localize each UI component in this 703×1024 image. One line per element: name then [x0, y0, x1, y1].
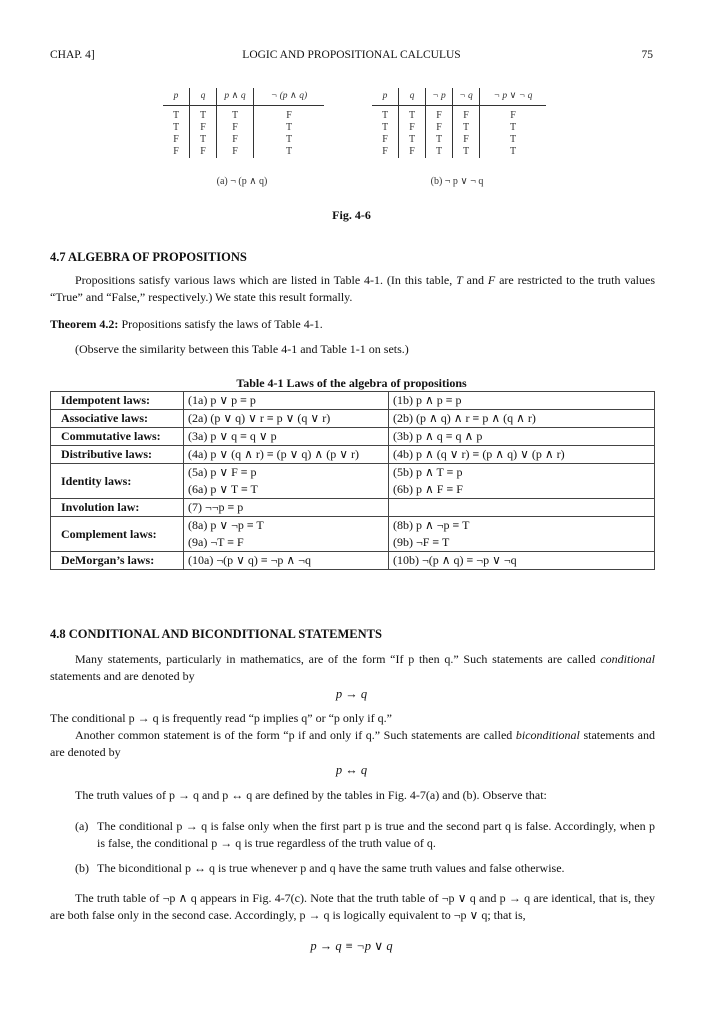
cell: T: [190, 106, 217, 123]
cell: T: [426, 146, 453, 158]
law-cell: (3a) p ∨ q ≡ q ∨ p: [184, 428, 389, 446]
cell: T: [190, 134, 217, 146]
law-cell: (1b) p ∧ p ≡ p: [389, 392, 655, 410]
formula-conditional: p → q: [335, 687, 368, 701]
law-label: Associative laws:: [51, 410, 184, 428]
cell: F: [190, 146, 217, 158]
col-header: q: [190, 88, 217, 106]
law-cell: (6a) p ∨ T ≡ T: [184, 481, 389, 499]
cell: F: [426, 106, 453, 123]
law-cell: (3b) p ∧ q ≡ q ∧ p: [389, 428, 655, 446]
cell: F: [453, 134, 480, 146]
cell: T: [399, 106, 426, 123]
col-header: ¬ p: [426, 88, 453, 106]
law-cell: (2b) (p ∧ q) ∧ r ≡ p ∧ (q ∧ r): [389, 410, 655, 428]
law-cell: (10b) ¬(p ∧ q) ≡ ¬p ∨ ¬q: [389, 552, 655, 570]
cell: F: [453, 106, 480, 123]
law-cell: (1a) p ∨ p ≡ p: [184, 392, 389, 410]
law-label: DeMorgan’s laws:: [51, 552, 184, 570]
law-cell: (7) ¬¬p ≡ p: [184, 499, 389, 517]
cell: F: [286, 110, 292, 121]
cell: F: [217, 146, 254, 158]
law-cell: (9a) ¬T ≡ F: [184, 534, 389, 552]
cell: T: [509, 134, 517, 145]
cell: T: [509, 146, 517, 157]
theorem-label: Theorem 4.2:: [50, 317, 119, 331]
formula-biconditional: p ↔ q: [335, 763, 368, 777]
observe-note: (Observe the similarity between this Table 4-1 and Table 1-1 on sets.): [75, 342, 409, 356]
section-4-8-title: 4.8 CONDITIONAL AND BICONDITIONAL STATEMENTS: [50, 627, 382, 641]
item-a-label: (a): [75, 819, 89, 833]
item-a-text: The conditional p → q is false only when the first part p is true and the second part q is false. Accordingly, when p is false, the conditional p → q is true regardless of the truth value of q.: [97, 819, 655, 850]
emphasis: conditional: [600, 652, 655, 666]
cell: T: [285, 122, 293, 133]
section-4-8-paragraph-4: The truth values of p → q and p ↔ q are defined by the tables in Fig. 4-7(a) and (b). Observe that:: [75, 788, 547, 802]
cell: F: [372, 134, 399, 146]
theorem-text: Propositions satisfy the laws of Table 4-1.: [118, 317, 323, 331]
law-cell: (8b) p ∧ ¬p ≡ T: [389, 517, 655, 535]
cell: T: [509, 122, 517, 133]
law-label: Complement laws:: [51, 517, 184, 552]
item-b-text: The biconditional p ↔ q is true whenever p and q have the same truth values and false otherwise.: [97, 861, 565, 875]
emphasis: biconditional: [515, 728, 580, 742]
laws-table-caption: Table 4-1 Laws of the algebra of propositions: [236, 376, 467, 390]
col-header: ¬ (p ∧ q): [254, 88, 325, 106]
cell: T: [285, 134, 293, 145]
cell: T: [163, 122, 190, 134]
running-header-title: LOGIC AND PROPOSITIONAL CALCULUS: [242, 49, 461, 61]
law-cell: (5b) p ∧ T ≡ p: [389, 464, 655, 482]
cell: T: [285, 146, 293, 157]
law-label: Distributive laws:: [51, 446, 184, 464]
cell: F: [217, 122, 254, 134]
col-header: p: [372, 88, 399, 106]
cell: T: [372, 106, 399, 123]
table-row: [51, 499, 655, 517]
law-cell: (5a) p ∨ F ≡ p: [184, 464, 389, 482]
law-label: Idempotent laws:: [51, 392, 184, 410]
law-cell: (6b) p ∧ F ≡ F: [389, 481, 655, 499]
text-run: Many statements, particularly in mathematics, are of the form “If p then q.” Such statements are called: [75, 652, 601, 666]
cell: T: [399, 134, 426, 146]
table-row: [51, 410, 655, 428]
table-row: [51, 446, 655, 464]
cell: T: [372, 122, 399, 134]
table-a-caption: (a) ¬ (p ∧ q): [216, 176, 268, 187]
text-run: statements and are denoted by: [50, 728, 655, 759]
laws-table: [50, 391, 655, 570]
page-number: 75: [641, 49, 653, 61]
text-run: Another common statement is of the form “p if and only if q.” Such statements are called: [75, 728, 516, 742]
cell: T: [217, 106, 254, 123]
cell: F: [510, 110, 516, 121]
law-cell: (4b) p ∧ (q ∨ r) ≡ (p ∧ q) ∨ (p ∧ r): [389, 446, 655, 464]
table-row: [51, 428, 655, 446]
law-cell: (8a) p ∨ ¬p ≡ T: [184, 517, 389, 535]
cell: T: [453, 146, 480, 158]
figure-label: Fig. 4-6: [332, 208, 371, 222]
col-header: q: [399, 88, 426, 106]
col-header: ¬ q: [453, 88, 480, 106]
law-cell: (4a) p ∨ (q ∧ r) ≡ (p ∨ q) ∧ (p ∨ r): [184, 446, 389, 464]
text-run: and: [462, 273, 488, 287]
table-row: [51, 552, 655, 570]
truth-table-b: [372, 88, 546, 158]
section-4-8-paragraph-3: [50, 727, 655, 761]
cell: F: [217, 134, 254, 146]
cell: F: [163, 134, 190, 146]
text-run: F: [487, 273, 496, 287]
text-run: are restricted to the truth values “True” and “False,” respectively.) We state this result formally.: [50, 273, 655, 304]
col-header: ¬ p ∨ ¬ q: [480, 88, 547, 106]
section-4-8-paragraph-5: The truth table of ¬p ∧ q appears in Fig. 4-7(c). Note that the truth table of ¬p ∨ q and p → q are identical, that is, they are both false only in the second case. Accordingly, p → q is logically equivalent to ¬p ∨ q; that is,: [50, 891, 655, 922]
col-header: p: [163, 88, 190, 106]
cell: F: [426, 122, 453, 134]
section-4-7-paragraph: [50, 272, 655, 306]
section-4-7-title: 4.7 ALGEBRA OF PROPOSITIONS: [50, 250, 247, 264]
formula-equivalence: p → q ≡ ¬p ∨ q: [310, 939, 393, 953]
cell: T: [163, 106, 190, 123]
law-label: Involution law:: [51, 499, 184, 517]
running-header-chapter: CHAP. 4]: [50, 49, 95, 61]
table-row: [51, 517, 655, 535]
theorem-4-2: [50, 316, 655, 333]
table-b-caption: (b) ¬ p ∨ ¬ q: [430, 176, 484, 187]
law-cell: (10a) ¬(p ∨ q) ≡ ¬p ∧ ¬q: [184, 552, 389, 570]
table-row: [51, 464, 655, 482]
law-cell: (2a) (p ∨ q) ∨ r ≡ p ∨ (q ∨ r): [184, 410, 389, 428]
cell: T: [453, 122, 480, 134]
section-4-8-paragraph-2: The conditional p → q is frequently read “p implies q” or “p only if q.”: [50, 711, 392, 725]
cell: F: [163, 146, 190, 158]
law-label: Commutative laws:: [51, 428, 184, 446]
col-header: p ∧ q: [217, 88, 254, 106]
cell: F: [399, 122, 426, 134]
table-row: [51, 392, 655, 410]
text-run: statements and are denoted by: [50, 669, 195, 683]
section-4-8-paragraph-1: [50, 651, 655, 685]
cell: F: [372, 146, 399, 158]
cell: F: [399, 146, 426, 158]
text-run: T: [456, 273, 463, 287]
truth-table-a: [163, 88, 324, 158]
law-cell-empty: [389, 499, 655, 517]
item-b-label: (b): [75, 861, 89, 875]
cell: T: [426, 134, 453, 146]
law-label: Identity laws:: [51, 464, 184, 499]
cell: F: [190, 122, 217, 134]
text-run: Propositions satisfy various laws which are listed in Table 4-1. (In this table,: [75, 273, 457, 287]
law-cell: (9b) ¬F ≡ T: [389, 534, 655, 552]
